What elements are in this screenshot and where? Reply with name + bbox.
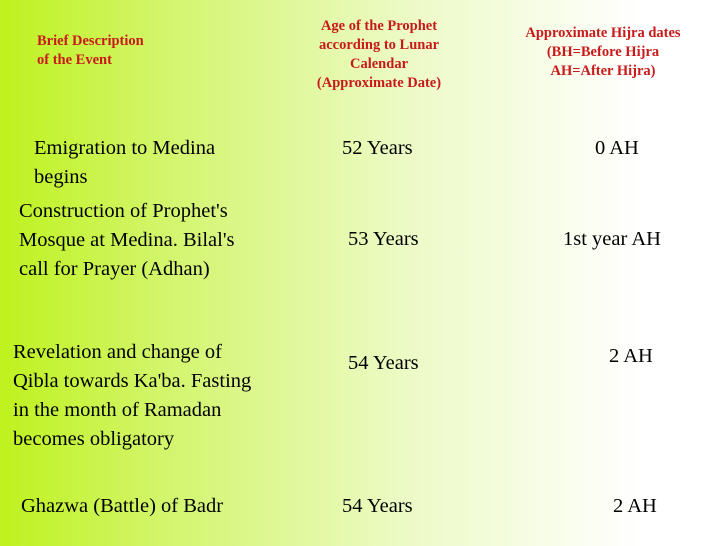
event-line: Construction of Prophet's [19, 200, 228, 222]
header-line: of the Event [37, 52, 112, 68]
row-3-age: 54 Years [348, 352, 419, 374]
row-2-age: 53 Years [348, 228, 419, 250]
event-line: Emigration to Medina [34, 137, 216, 159]
row-1-hijra: 0 AH [595, 137, 639, 159]
header-hijra-dates [498, 24, 708, 81]
event-line: Qibla towards Ka'ba. Fasting [13, 370, 252, 392]
header-line: Brief Description [37, 33, 144, 49]
row-2-event [19, 197, 235, 284]
event-line: in the month of Ramadan [13, 399, 222, 421]
row-3-hijra: 2 AH [609, 345, 653, 367]
header-line: AH=After Hijra) [550, 63, 656, 79]
row-1-age: 52 Years [342, 137, 413, 159]
header-line: (BH=Before Hijra [546, 44, 660, 60]
row-2-hijra: 1st year AH [563, 228, 661, 250]
header-line: Approximate Hijra dates [525, 25, 681, 41]
header-line: Calendar [350, 56, 408, 72]
event-line: Ghazwa (Battle) of Badr [21, 495, 224, 517]
row-1-event [34, 134, 215, 192]
header-age-of-prophet [296, 17, 462, 93]
header-line: Age of the Prophet [320, 18, 438, 34]
row-4-hijra: 2 AH [613, 495, 657, 517]
header-line: (Approximate Date) [316, 75, 442, 91]
header-brief-description [37, 32, 144, 70]
event-line: Mosque at Medina. Bilal's [19, 229, 235, 251]
row-4-age: 54 Years [342, 495, 413, 517]
event-line: begins [34, 166, 88, 188]
row-3-event [13, 338, 251, 454]
row-4-event [21, 492, 223, 521]
event-line: becomes obligatory [13, 428, 175, 450]
event-line: call for Prayer (Adhan) [19, 258, 210, 280]
header-line: according to Lunar [318, 37, 440, 53]
event-line: Revelation and change of [13, 341, 222, 363]
